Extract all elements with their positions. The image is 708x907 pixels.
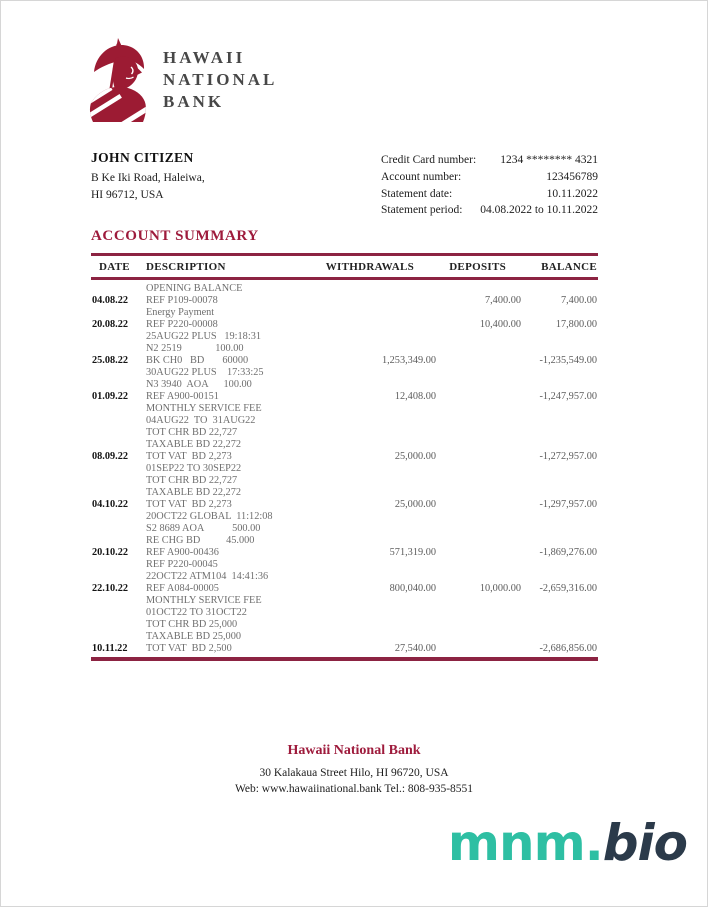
txn-balance: -1,272,957.00 — [539, 451, 597, 462]
transaction-row — [91, 283, 598, 307]
txn-description-line: 22OCT22 ATM104 14:41:36 — [146, 571, 269, 582]
txn-description-line: 01OCT22 TO 31OCT22 — [146, 607, 247, 618]
txn-description-line: 25AUG22 PLUS 19:18:31 — [146, 331, 261, 342]
account-info-row — [381, 202, 598, 219]
txn-withdrawals: 12,408.00 — [394, 391, 436, 402]
txn-withdrawals: 571,319.00 — [389, 547, 436, 558]
txn-date: 25.08.22 — [92, 355, 129, 366]
txn-date: 20.10.22 — [92, 547, 129, 558]
account-info-label: Statement date: — [381, 187, 453, 200]
txn-withdrawals: 25,000.00 — [394, 499, 436, 510]
transaction-row — [91, 511, 598, 559]
txn-date: 20.08.22 — [92, 319, 129, 330]
txn-date: 01.09.22 — [92, 391, 129, 402]
txn-description-line: REF A900-00436 — [146, 547, 219, 558]
account-info-row — [381, 152, 598, 169]
txn-date: 22.10.22 — [92, 583, 129, 594]
txn-description-line: N3 3940 AOA 100.00 — [146, 379, 252, 390]
txn-balance: -1,235,549.00 — [539, 355, 597, 366]
txn-deposits: 10,400.00 — [479, 319, 521, 330]
logo-line-2: NATIONAL — [163, 70, 278, 89]
txn-balance: -1,869,276.00 — [539, 547, 597, 558]
account-info-value: 04.08.2022 to 10.11.2022 — [480, 204, 598, 217]
txn-description-line: REF P109-00078 — [146, 295, 218, 306]
transaction-row — [91, 463, 598, 511]
txn-description-line: TOT CHR BD 22,727 — [146, 475, 238, 486]
txn-description-line: MONTHLY SERVICE FEE — [146, 595, 262, 606]
txn-description-line: OPENING BALANCE — [146, 283, 243, 294]
txn-description — [146, 511, 324, 559]
transaction-row — [91, 367, 598, 403]
transaction-row — [91, 595, 598, 655]
account-info-label: Account number: — [381, 170, 462, 183]
txn-date: 08.09.22 — [92, 451, 129, 462]
logo-line-3: BANK — [163, 92, 225, 111]
column-header-balance: BALANCE — [541, 261, 597, 273]
txn-balance: -2,686,856.00 — [539, 643, 597, 654]
txn-balance: 7,400.00 — [560, 295, 597, 306]
hawaiian-warrior-icon — [87, 37, 149, 123]
txn-description-line: RE CHG BD 45.000 — [146, 535, 255, 546]
txn-description-line: REF A900-00151 — [146, 391, 219, 402]
bank-logo — [87, 37, 277, 123]
account-summary-title: ACCOUNT SUMMARY — [91, 228, 259, 244]
logo-line-1: HAWAII — [163, 48, 246, 67]
txn-balance: 17,800.00 — [555, 319, 597, 330]
txn-description-line: TOT CHR BD 25,000 — [146, 619, 238, 630]
txn-balance: -1,297,957.00 — [539, 499, 597, 510]
txn-description-line: REF P220-00008 — [146, 319, 218, 330]
txn-description-line: TAXABLE BD 22,272 — [146, 487, 241, 498]
txn-description-line: 01SEP22 TO 30SEP22 — [146, 463, 242, 474]
transaction-row — [91, 307, 598, 331]
customer-address-line-2: HI 96712, USA — [91, 188, 164, 201]
txn-description-line: 20OCT22 GLOBAL 11:12:08 — [146, 511, 273, 522]
txn-withdrawals: 800,040.00 — [389, 583, 436, 594]
footer-contact: Web: www.hawaiinational.bank Tel.: 808-935-8551 — [234, 783, 474, 795]
txn-description-line: TOT VAT BD 2,273 — [146, 499, 232, 510]
txn-description-line: TAXABLE BD 22,272 — [146, 439, 241, 450]
footer-bank-name: Hawaii National Bank — [287, 743, 421, 758]
column-header-deposits: DEPOSITS — [449, 261, 506, 273]
txn-description-line: REF P220-00045 — [146, 559, 218, 570]
txn-balance: -1,247,957.00 — [539, 391, 597, 402]
customer-address-block — [91, 150, 205, 203]
txn-date: 10.11.22 — [92, 643, 128, 654]
txn-description — [146, 403, 324, 463]
txn-description-line: N2 2519 100.00 — [146, 343, 244, 354]
account-info-value: 1234 ******** 4321 — [500, 154, 598, 166]
txn-description — [146, 367, 324, 403]
txn-deposits: 10,000.00 — [479, 583, 521, 594]
transactions — [91, 280, 598, 661]
txn-description — [146, 331, 324, 367]
txn-description-line: 30AUG22 PLUS 17:33:25 — [146, 367, 264, 378]
txn-withdrawals: 27,540.00 — [394, 643, 436, 654]
txn-description — [146, 283, 324, 307]
footer-address: 30 Kalakaua Street Hilo, HI 96720, USA — [259, 767, 449, 779]
txn-description-line: TOT VAT BD 2,273 — [146, 451, 232, 462]
txn-deposits: 7,400.00 — [484, 295, 521, 306]
txn-withdrawals: 1,253,349.00 — [381, 355, 436, 366]
txn-description-line: Energy Payment — [146, 307, 215, 318]
txn-description-line: REF A084-00005 — [146, 583, 219, 594]
account-info-row — [381, 186, 598, 203]
txn-withdrawals: 25,000.00 — [394, 451, 436, 462]
transaction-row — [91, 403, 598, 463]
txn-description — [146, 463, 324, 511]
column-header-withdrawals: WITHDRAWALS — [325, 261, 414, 273]
txn-description — [146, 307, 324, 331]
column-header-date: DATE — [99, 261, 130, 273]
txn-description-line: TOT CHR BD 22,727 — [146, 427, 238, 438]
txn-description — [146, 595, 324, 655]
txn-date: 04.08.22 — [92, 295, 129, 306]
txn-description-line: BK CH0 BD 60000 — [146, 355, 249, 366]
txn-description-line: S2 8689 AOA 500.00 — [146, 523, 261, 534]
customer-address-line-1: B Ke Iki Road, Haleiwa, — [91, 172, 205, 184]
watermark-prefix: mnm. — [447, 814, 603, 872]
txn-description-line: TAXABLE BD 25,000 — [146, 631, 241, 642]
account-info-label: Credit Card number: — [381, 154, 477, 166]
statement-table — [91, 253, 598, 661]
txn-balance: -2,659,316.00 — [539, 583, 597, 594]
txn-date: 04.10.22 — [92, 499, 129, 510]
account-info-label: Statement period: — [381, 204, 463, 217]
table-header-row — [91, 253, 598, 280]
mnm-bio-watermark — [448, 815, 687, 871]
statement-footer — [1, 743, 707, 797]
transaction-row — [91, 559, 598, 595]
txn-description-line: MONTHLY SERVICE FEE — [146, 403, 262, 414]
bank-name-logo-text — [163, 47, 277, 113]
account-info-value: 123456789 — [546, 170, 598, 183]
account-info-row — [381, 169, 598, 186]
txn-description-line: 04AUG22 TO 31AUG22 — [146, 415, 256, 426]
customer-name: JOHN CITIZEN — [91, 150, 194, 165]
txn-description — [146, 559, 324, 595]
account-info-block — [381, 152, 598, 219]
transaction-row — [91, 331, 598, 367]
column-header-description: DESCRIPTION — [146, 261, 226, 273]
account-info-value: 10.11.2022 — [546, 187, 598, 200]
txn-description-line: TOT VAT BD 2,500 — [146, 643, 232, 654]
watermark-suffix: bio — [602, 814, 687, 872]
